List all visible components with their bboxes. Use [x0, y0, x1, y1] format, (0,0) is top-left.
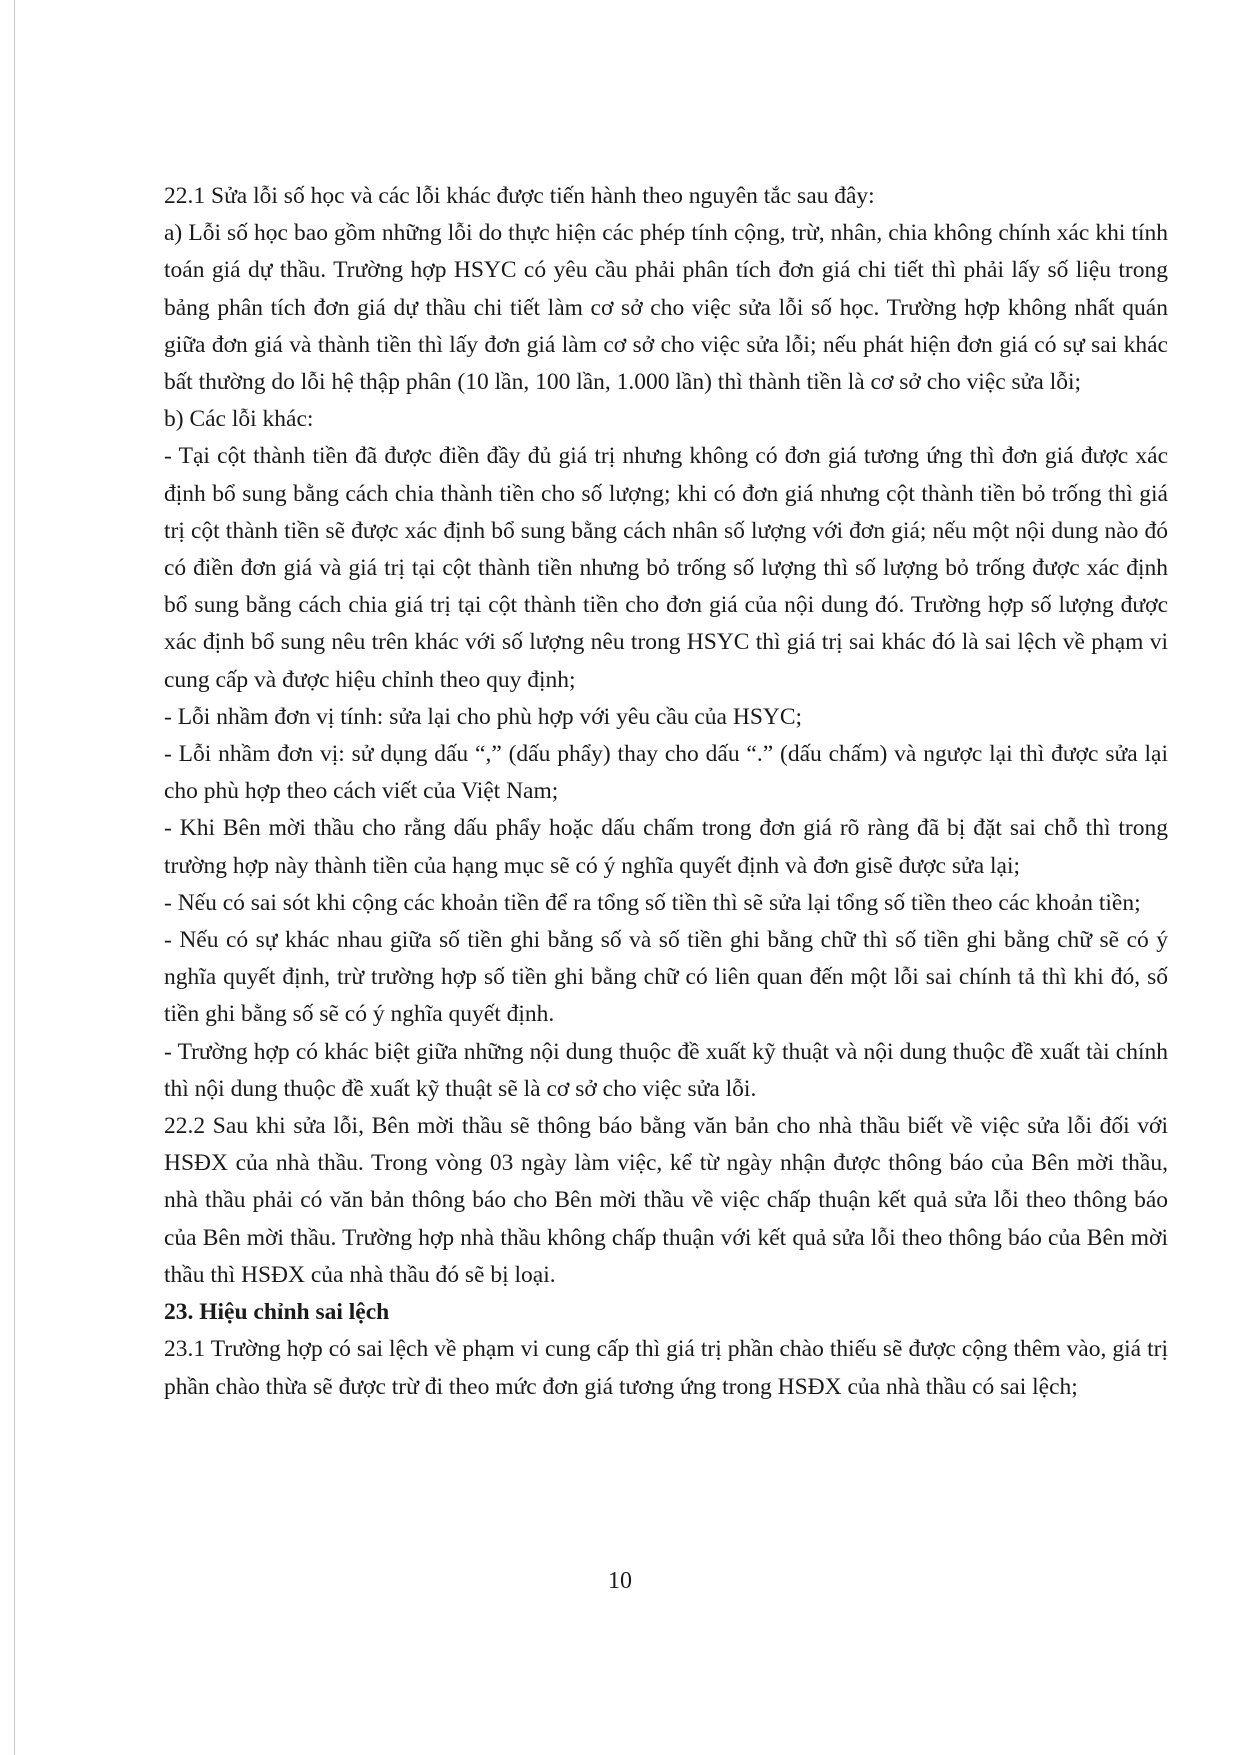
paragraph-a-arithmetic-errors: a) Lỗi số học bao gồm những lỗi do thực hiện các phép tính cộng, trừ, nhân, chia không chính xác khi tính toán giá dự thầu. Trường hợp HSYC có yêu cầu phải phân tích đơn giá chi tiết thì phải lấy số liệu trong bảng phân tích đơn giá dự thầu chi tiết làm cơ sở cho việc sửa lỗi số học. Trường hợp không nhất quán giữa đơn giá và thành tiền thì lấy đơn giá làm cơ sở cho việc sửa lỗi; nếu phát hiện đơn giá có sự sai khác bất thường do lỗi hệ thập phân (10 lần, 100 lần, 1.000 lần) thì thành tiền là cơ sở cho việc sửa lỗi; [164, 220, 1168, 396]
paragraph-amount-column: - Tại cột thành tiền đã được điền đầy đủ giá trị nhưng không có đơn giá tương ứng thì đơn giá được xác định bổ sung bằng cách chia thành tiền cho số lượng; khi có đơn giá nhưng cột thành tiền bỏ trống thì giá trị cột thành tiền sẽ được xác định bổ sung bằng cách nhân số lượng với đơn giá; nếu một nội dung nào đó có điền đơn giá và giá trị tại cột thành tiền nhưng bỏ trống số lượng thì số lượng bỏ trống được xác định bổ sung bằng cách chia giá trị tại cột thành tiền cho đơn giá của nội dung đó. Trường hợp số lượng được xác định bổ sung nêu trên khác với số lượng nêu trong HSYC thì giá trị sai khác đó là sai lệch về phạm vi cung cấp và được hiệu chỉnh theo quy định; [164, 443, 1168, 693]
paragraph-words-vs-numbers: - Nếu có sự khác nhau giữa số tiền ghi bằng số và số tiền ghi bằng chữ thì số tiền ghi bằng chữ sẽ có ý nghĩa quyết định, trừ trường hợp số tiền ghi bằng chữ có liên quan đến một lỗi sai chính tả thì khi đó, số tiền ghi bằng số sẽ có ý nghĩa quyết định. [164, 927, 1168, 1028]
page-number: 10 [608, 1568, 632, 1594]
scan-edge-line [14, 0, 15, 1755]
paragraph-sum-errors: - Nếu có sai sót khi cộng các khoản tiền để ra tổng số tiền thì sẽ sửa lại tổng số tiền theo các khoản tiền; [164, 889, 1141, 916]
paragraph-22-2: 22.2 Sau khi sửa lỗi, Bên mời thầu sẽ thông báo bằng văn bản cho nhà thầu biết về việc sửa lỗi đối với HSĐX của nhà thầu. Trong vòng 03 ngày làm việc, kể từ ngày nhận được thông báo của Bên mời thầu, nhà thầu phải có văn bản thông báo cho Bên mời thầu về việc chấp thuận kết quả sửa lỗi theo thông báo của Bên mời thầu. Trường hợp nhà thầu không chấp thuận với kết quả sửa lỗi theo thông báo của Bên mời thầu thì HSĐX của nhà thầu đó sẽ bị loại. [164, 1113, 1168, 1288]
paragraph-b-other-errors: b) Các lỗi khác: [164, 406, 314, 433]
paragraph-technical-vs-financial: - Trường hợp có khác biệt giữa những nội dung thuộc đề xuất kỹ thuật và nội dung thuộc đề xuất tài chính thì nội dung thuộc đề xuất kỹ thuật sẽ là cơ sở cho việc sửa lỗi. [164, 1038, 1168, 1102]
paragraph-misplaced-separator: - Khi Bên mời thầu cho rằng dấu phẩy hoặc dấu chấm trong đơn giá rõ ràng đã bị đặt sai chỗ thì trong trường hợp này thành tiền của hạng mục sẽ có ý nghĩa quyết định và đơn gisẽ được sửa lại; [164, 815, 1168, 879]
paragraph-22-1: 22.1 Sửa lỗi số học và các lỗi khác được tiến hành theo nguyên tắc sau đây: [164, 183, 875, 209]
section-heading-23: 23. Hiệu chỉnh sai lệch [164, 1299, 390, 1326]
document-body [164, 178, 1168, 1406]
paragraph-unit-of-measure: - Lỗi nhầm đơn vị tính: sửa lại cho phù hợp với yêu cầu của HSYC; [164, 703, 803, 730]
paragraph-23-1: 23.1 Trường hợp có sai lệch về phạm vi cung cấp thì giá trị phần chào thiếu sẽ được cộng thêm vào, giá trị phần chào thừa sẽ được trừ đi theo mức đơn giá tương ứng trong HSĐX của nhà thầu có sai lệch; [164, 1336, 1168, 1400]
paragraph-decimal-separator: - Lỗi nhầm đơn vị: sử dụng dấu “,” (dấu phẩy) thay cho dấu “.” (dấu chấm) và ngược lại thì được sửa lại cho phù hợp theo cách viết của Việt Nam; [164, 741, 1168, 805]
